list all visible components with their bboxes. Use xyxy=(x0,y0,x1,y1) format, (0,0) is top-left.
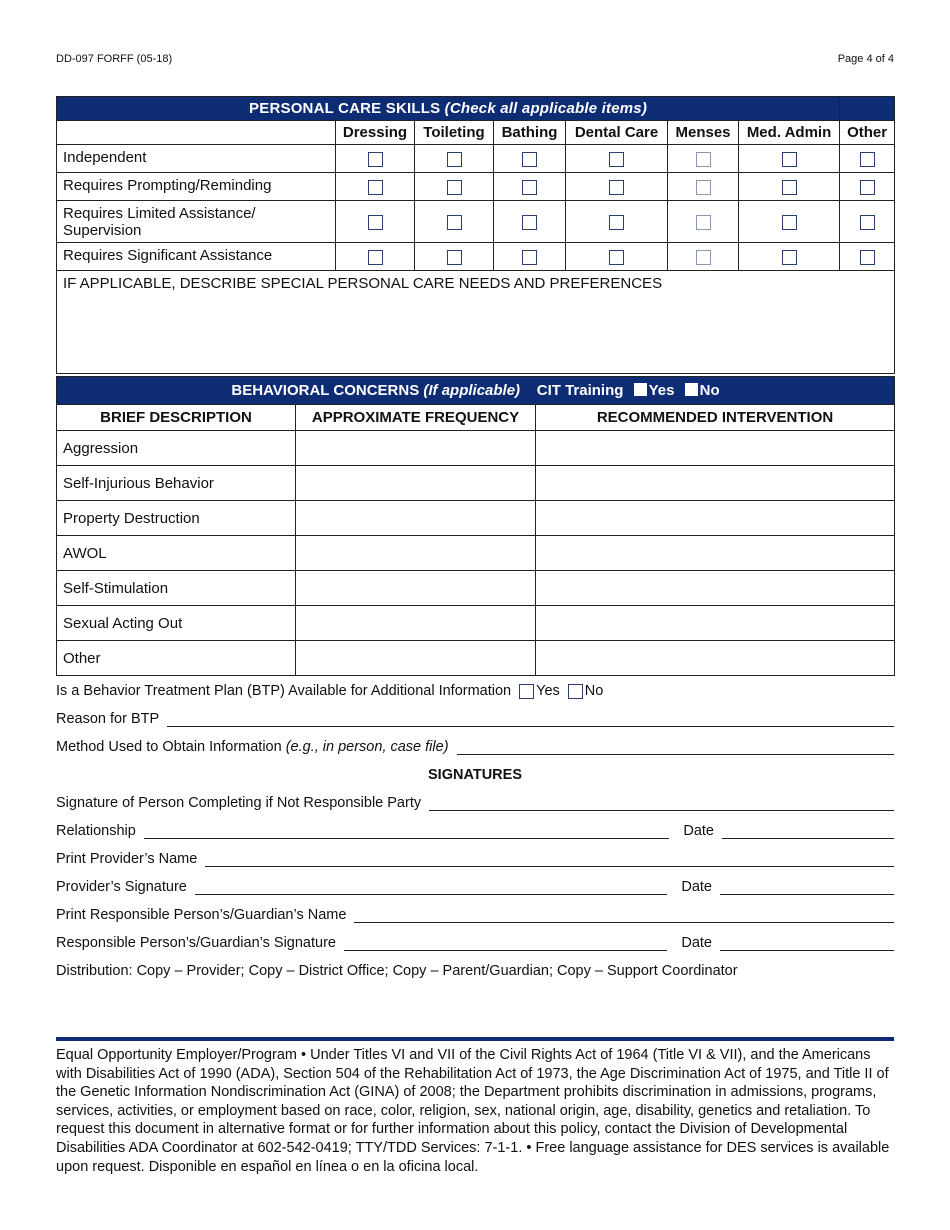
relationship-date-label: Date xyxy=(683,823,714,839)
btp-yes-label: Yes xyxy=(536,683,560,699)
cit-no-checkbox[interactable] xyxy=(685,383,698,396)
checkbox-limited-dressing[interactable] xyxy=(368,215,383,230)
provider-name-label: Print Provider’s Name xyxy=(56,851,198,867)
frequency-field[interactable] xyxy=(296,536,536,571)
btp-no-checkbox[interactable] xyxy=(568,684,583,699)
provider-signature-row xyxy=(56,879,894,895)
guardian-signature-label: Responsible Person’s/Guardian’s Signature xyxy=(56,935,336,951)
completing-row xyxy=(56,795,894,811)
checkbox-independent-menses[interactable] xyxy=(696,152,711,167)
personal-care-note: (Check all applicable items) xyxy=(444,100,648,117)
checkbox-prompting-dental[interactable] xyxy=(609,180,624,195)
checkbox-prompting-med-admin[interactable] xyxy=(782,180,797,195)
footer-divider xyxy=(56,1037,894,1041)
relationship-date-field[interactable] xyxy=(722,825,894,839)
reason-row xyxy=(56,711,894,727)
behavior-self-injurious: Self-Injurious Behavior xyxy=(57,466,296,501)
guardian-name-field[interactable] xyxy=(354,909,894,923)
behavioral-title: BEHAVIORAL CONCERNS xyxy=(231,382,420,399)
footer-notice: Equal Opportunity Employer/Program • Under Titles VI and VII of the Civil Rights Act of 1964 (Title VI & VII), and the Americans with Disabilities Act of 1990 (ADA), Section 504 of the Rehabilitation Act of 1973, the Age Discrimination Act of 1975, and Title II of the Genetic Information Nondiscrimination Act (GINA) of 2008; the Department prohibits discrimination in admissions, programs, services, activities, or employment based on race, color, religion, sex, national origin, age, disability, genetics and retaliation. To request this document in alternative format or for further information about this policy, contact the Division of Developmental Disabilities ADA Coordinator at 602-542-0419; TTY/TDD Services: 7-1-1. • Free language assistance for DES services is available upon request. Disponible en español en línea o en la oficina local. xyxy=(56,1047,890,1175)
behavior-property-destruction: Property Destruction xyxy=(57,501,296,536)
completing-signature-field[interactable] xyxy=(429,797,894,811)
form-id: DD-097 FORFF (05-18) xyxy=(56,53,173,65)
checkbox-significant-dressing[interactable] xyxy=(368,250,383,265)
row-prompting: Requires Prompting/Reminding xyxy=(57,173,336,201)
checkbox-limited-menses[interactable] xyxy=(696,215,711,230)
frequency-field[interactable] xyxy=(296,431,536,466)
guardian-signature-row xyxy=(56,935,894,951)
relationship-row xyxy=(56,823,894,839)
col-toileting: Toileting xyxy=(415,121,494,145)
checkbox-independent-dental[interactable] xyxy=(609,152,624,167)
cit-no-label: No xyxy=(699,382,720,399)
method-row xyxy=(56,739,894,755)
frequency-field[interactable] xyxy=(296,606,536,641)
intervention-field[interactable] xyxy=(536,606,895,641)
method-field[interactable] xyxy=(457,741,894,755)
col-brief-description: BRIEF DESCRIPTION xyxy=(57,405,296,431)
behavior-other: Other xyxy=(57,641,296,676)
checkbox-limited-other[interactable] xyxy=(860,215,875,230)
checkbox-prompting-other[interactable] xyxy=(860,180,875,195)
col-dental-care: Dental Care xyxy=(566,121,668,145)
checkbox-significant-bathing[interactable] xyxy=(522,250,537,265)
relationship-label: Relationship xyxy=(56,823,136,839)
completing-label: Signature of Person Completing if Not Responsible Party xyxy=(56,795,422,811)
checkbox-significant-med-admin[interactable] xyxy=(782,250,797,265)
checkbox-independent-toileting[interactable] xyxy=(447,152,462,167)
checkbox-limited-dental[interactable] xyxy=(609,215,624,230)
personal-care-table xyxy=(56,96,895,374)
checkbox-significant-toileting[interactable] xyxy=(447,250,462,265)
reason-field[interactable] xyxy=(167,713,894,727)
page-number: Page 4 of 4 xyxy=(837,53,894,65)
btp-no-label: No xyxy=(584,683,604,699)
row-limited-assistance: Requires Limited Assistance/ Supervision xyxy=(57,201,336,243)
checkbox-independent-med-admin[interactable] xyxy=(782,152,797,167)
personal-care-header xyxy=(57,97,840,121)
guardian-signature-field[interactable] xyxy=(344,937,667,951)
checkbox-significant-other[interactable] xyxy=(860,250,875,265)
relationship-field[interactable] xyxy=(144,825,670,839)
cit-yes-checkbox[interactable] xyxy=(634,383,647,396)
intervention-field[interactable] xyxy=(536,431,895,466)
behavior-sexual-acting-out: Sexual Acting Out xyxy=(57,606,296,641)
special-needs-field[interactable] xyxy=(57,271,895,374)
cit-training-label: CIT Training xyxy=(536,382,624,399)
intervention-field[interactable] xyxy=(536,466,895,501)
col-bathing: Bathing xyxy=(494,121,566,145)
reason-label: Reason for BTP xyxy=(56,711,160,727)
frequency-field[interactable] xyxy=(296,641,536,676)
behavioral-table xyxy=(56,376,895,676)
behavior-self-stimulation: Self-Stimulation xyxy=(57,571,296,606)
checkbox-significant-dental[interactable] xyxy=(609,250,624,265)
intervention-field[interactable] xyxy=(536,501,895,536)
checkbox-independent-other[interactable] xyxy=(860,152,875,167)
checkbox-limited-bathing[interactable] xyxy=(522,215,537,230)
intervention-field[interactable] xyxy=(536,536,895,571)
method-note: (e.g., in person, case file) xyxy=(285,739,449,755)
btp-question-row xyxy=(56,683,894,699)
behavioral-header xyxy=(57,377,895,405)
intervention-field[interactable] xyxy=(536,641,895,676)
checkbox-independent-bathing[interactable] xyxy=(522,152,537,167)
checkbox-limited-toileting[interactable] xyxy=(447,215,462,230)
guardian-name-label: Print Responsible Person’s/Guardian’s Name xyxy=(56,907,347,923)
checkbox-limited-med-admin[interactable] xyxy=(782,215,797,230)
behavior-aggression: Aggression xyxy=(57,431,296,466)
checkbox-prompting-toileting[interactable] xyxy=(447,180,462,195)
personal-care-title: PERSONAL CARE SKILLS xyxy=(249,100,441,117)
frequency-field[interactable] xyxy=(296,571,536,606)
provider-date-field[interactable] xyxy=(720,881,894,895)
col-menses: Menses xyxy=(668,121,739,145)
col-other: Other xyxy=(840,121,895,145)
row-independent: Independent xyxy=(57,145,336,173)
intervention-field[interactable] xyxy=(536,571,895,606)
checkbox-significant-menses[interactable] xyxy=(696,250,711,265)
method-label: Method Used to Obtain Information xyxy=(56,739,282,755)
col-recommended-intervention: RECOMMENDED INTERVENTION xyxy=(536,405,895,431)
frequency-field[interactable] xyxy=(296,466,536,501)
signatures-title: SIGNATURES xyxy=(428,767,522,783)
special-needs-label: IF APPLICABLE, DESCRIBE SPECIAL PERSONAL CARE NEEDS AND PREFERENCES xyxy=(63,275,663,292)
provider-name-row xyxy=(56,851,894,867)
guardian-date-label: Date xyxy=(681,935,712,951)
row-significant-assistance: Requires Significant Assistance xyxy=(57,243,336,271)
cit-yes-label: Yes xyxy=(648,382,675,399)
col-dressing: Dressing xyxy=(336,121,415,145)
distribution-row xyxy=(56,963,894,979)
col-med-admin: Med. Admin xyxy=(739,121,840,145)
btp-yes-checkbox[interactable] xyxy=(519,684,534,699)
checkbox-prompting-dressing[interactable] xyxy=(368,180,383,195)
guardian-date-field[interactable] xyxy=(720,937,894,951)
distribution-text: Distribution: Copy – Provider; Copy – District Office; Copy – Parent/Guardian; Copy – Support Coordinator xyxy=(56,963,738,979)
provider-signature-label: Provider’s Signature xyxy=(56,879,187,895)
btp-question: Is a Behavior Treatment Plan (BTP) Available for Additional Information xyxy=(56,683,512,699)
guardian-name-row xyxy=(56,907,894,923)
provider-date-label: Date xyxy=(681,879,712,895)
behavior-awol: AWOL xyxy=(57,536,296,571)
provider-signature-field[interactable] xyxy=(195,881,668,895)
behavioral-note: (If applicable) xyxy=(423,382,521,399)
checkbox-prompting-menses[interactable] xyxy=(696,180,711,195)
provider-name-field[interactable] xyxy=(205,853,894,867)
checkbox-independent-dressing[interactable] xyxy=(368,152,383,167)
col-approximate-frequency: APPROXIMATE FREQUENCY xyxy=(296,405,536,431)
checkbox-prompting-bathing[interactable] xyxy=(522,180,537,195)
frequency-field[interactable] xyxy=(296,501,536,536)
